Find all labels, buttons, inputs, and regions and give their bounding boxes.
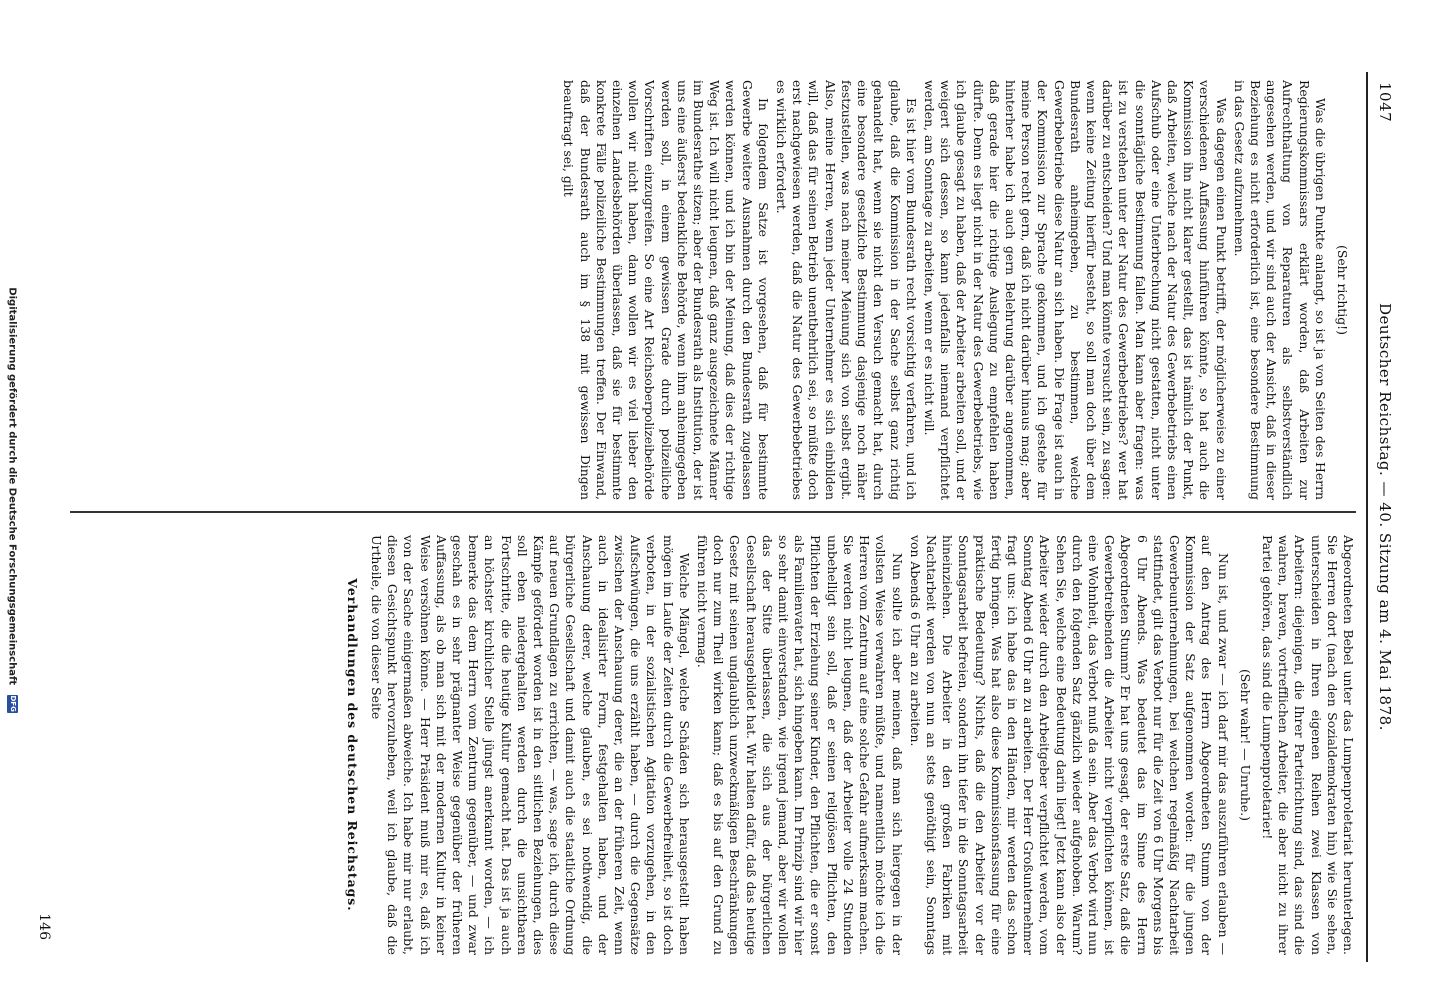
text-column-right <box>70 535 1356 955</box>
dfg-logo-icon: DFG <box>9 695 17 712</box>
paragraph: Was die übrigen Punkte anlangt, so ist ja von Seiten des Herrn Regierungskommissars erklärt worden, daß Arbeiten zur Aufrechthaltung von Reparaturen als selbstverständlich angesehen werden, und wir sind auch der Ansicht, daß in dieser Beziehung es nicht erforderlich ist, eine besondere Bestimmung in das Gesetz aufzunehmen. <box>1231 80 1328 500</box>
paragraph: In folgendem Satze ist vorgesehen, daß für bestimmte Gewerbe weitere Ausnahmen durch den Bundesrath zugelassen werden können, und ich bin der Meinung, daß dies der richtige Weg ist. Ich will nicht leugnen, daß ganz ausgezeichnete Männer im Bundesrathe sitzen; aber der Bundesrath als Institution, der ist uns eine äußerst bedenkliche Behörde, wenn ihm anheimgegeben werden soll, in einem gewissen Grade durch polizeiliche Vorschriften einzugreifen. So eine Art Reichsoberpolizeibehörde wollen wir nicht haben, dann wollen wir es viel lieber den einzelnen Landesbehörden überlassen, daß sie für bestimmte konkrete Fälle polizeiliche Bestimmungen treffen. Der Einwand, daß der Bundesrath auch im § 138 mit gewissen Dingen beauftragt sei, gilt <box>561 80 771 500</box>
paragraph: (Sehr richtig!) <box>1335 245 1350 335</box>
paragraph: (Sehr wahr! — Unruhe.) <box>1237 668 1253 822</box>
paragraph: Welche Mängel, welche Schäden sich herausgestellt haben mögen im Laufe der Zeiten durch die Gewerbefreiheit, so ist doch verboten, in der sozialistischen Agitation vorzugehen, in den Aufschwüngen, die uns erzählt haben, — durch die Gegensätze zwischen der Anschauung derer, die an der früheren Zeit, wenn auch in idealisirter Form, festgehalten haben, und der Anschauung derer, welche glauben, es sei nothwendig, die bürgerliche Gesellschaft und damit auch die staatliche Ordnung auf neuen Grundlagen zu errichten, — was, sage ich, durch diese Kämpfe gefördert worden ist in den sittlichen Beziehungen, dies soll eben niedergehalten werden durch die unsichtbaren Fortschritte, die die heutige Kultur gemacht hat. Das ist ja auch an höchster kirchlicher Stelle jüngst anerkannt worden, — ich bemerke das dem Herrn vom Zentrum gegenüber, — und zwar geschah es in sehr prägnanter Weise gegenüber der früheren Auffassung, als ob man sich mit der modernen Kultur in keiner Weise versöhnen könne. — Herr Präsident muß mir es, daß ich von der Sache einigermaßen abweiche. Ich habe mir nur erlaubt, diesen Gesichtspunkt hervorzuheben, weil ich glaube, daß die Urtheile, die von dieser Seite <box>369 535 692 955</box>
header-title: Deutscher Reichstag. — 40. Sitzung am 4. Mai 1878. <box>1376 303 1394 731</box>
paragraph: Es ist hier vom Bundesrath recht vorsichtig verfahren, und ich glaube, daß die Kommission in der Sache selbst ganz richtig gehandelt hat, wenn sie nicht den Versuch gemacht hat, durch eine besondere gesetzliche Bestimmung dasjenige noch näher festzustellen, was nach meiner Meinung sich von selbst ergibt. Also, meine Herren, wenn jeder Unternehmer es sich einbilden will, daß das für seinen Betrieb unentbehrlich sei, so müßte doch erst nachgewiesen werden, daß die Natur des Gewerbebetriebes es wirklich erfordert. <box>774 80 919 500</box>
paragraph: Nun sollte ich aber meinen, daß man sich hiergegen in der vollsten Weise verwahren müßte, und namentlich möchte ich die Herren vom Zentrum auf eine solche Gefahr aufmerksam machen. Sie werden nicht leugnen, daß der Arbeiter volle 24 Stunden unbehelligt sein soll, daß er seinen religiösen Pflichten, den Pflichten der Erziehung seiner Kinder, den Pflichten, die er sonst als Familienvater hat, sich hingeben kann. Im Prinzip sind wir hier so sehr damit einverstanden, wie irgend jemand, aber wir wollen das der Sitte überlassen, die sich aus der bürgerlichen Gesellschaft herausgebildet hat. Wir halten dafür, daß das heutige Gesetz mit seinen unglaublich unzweckmäßigen Beschränkungen doch nur zum Theil wirken kann; daß es bis auf den Grund zu führen nicht vermag. <box>695 535 905 955</box>
digitization-footer <box>2 0 18 1000</box>
signature-number: 146 <box>36 913 52 940</box>
page-number: 1047 <box>1376 82 1394 123</box>
publication-note: Verhandlungen des deutschen Reichstags. <box>344 578 360 912</box>
column-divider <box>70 511 1356 513</box>
paragraph: Was dagegen einen Punkt betrifft, der möglicherweise zu einer verschiedenen Auffassung hinführen könnte, so hat auch die Kommission ihn nicht klarer gestellt, das ist nämlich der Punkt, daß Arbeiten, welche nach der Natur des Gewerbebetriebs einen Aufschub oder eine Unterbrechung nicht gestatten, nicht unter die sonntägliche Bestimmung fallen. Man kann aber fragen: was ist zu verstehen unter der Natur des Gewerbebetriebes? wer hat darüber zu entscheiden? Und man könnte versucht sein, zu sagen: wenn keine Zeitung hierfür besteht, so soll man doch über dem Bundesrath anheimgeben, zu bestimmen, welche Gewerbebetriebe diese Natur an sich haben. Die Frage ist auch in der Kommission zur Sprache gekommen, und ich gestehe für meine Person recht gern, daß ich nicht darüber hinaus mag; aber hinterher habe ich auch gern Belehrung darüber angenommen, daß gerade hier die richtige Auslegung zu empfehlen haben dürfte. Denn es liegt nicht in der Natur des Gewerbebetriebs, wie ich glaube gesagt zu haben, daß der Arbeiter arbeiten soll, und er weigert sich dessen, so kann jedenfalls niemand verpflichtet werden, am Sonntage zu arbeiten, wenn er es nicht will. <box>921 80 1229 500</box>
paragraph: Nun ist, und zwar — ich darf mir das auszuführen erlauben — auf den Antrag des Herrn Abgeordneten Stumm von der Kommission der Satz aufgenommen worden: für die jungen Gewerbeunternehmungen, bei welchen regelmäßig Nachtarbeit stattfindet, gilt das Verbot nur für die Zeit von 6 Uhr Morgens bis 6 Uhr Abends. Was bedeutet das im Sinne des Herrn Abgeordneten Stumm? Er hat uns gesagt, der erste Satz, daß die Gewerbetreibenden die Arbeiter nicht verpflichten können, ist eine Wohnheit, das Verbot muß da sein. Aber das Verbot wird nun durch den folgenden Satz gänzlich wieder aufgehoben. Warum? Sehen Sie, welche eine Bedeutung darin liegt! Jetzt kann also der Arbeiter wieder durch den Arbeitgeber verpflichtet werden, vom Sonntag Abend 6 Uhr an zu arbeiten. Der Herr Großunternehmer fragt uns: ich habe das in den Händen, mir werden das schon fertig bringen. Was hat also diese Kommissionsfassung für eine praktische Bedeutung? Nichts, daß die den Arbeiter vor der Sonntagsarbeit befreien, sondern ihn tiefer in die Sonntagsarbeit hineinziehen. Die Arbeiter in den großen Fabriken mit Nachtarbeit werden von nun an stets genöthigt sein, Sonntags von Abends 6 Uhr an zu arbeiten. <box>907 535 1231 955</box>
paragraph: Abgeordneten Bebel unter das Lumpenproletariat herunterlegen. Sie Herren dort (nach den Sozialdemokraten hin) wie Sie sehen, unterscheiden in Ihren eigenen Reihen zwei Klassen von Arbeitern: diejenigen, die Ihrer Parteirichtung sind, das sind die wahren, braven, vortrefflichen Arbeiter, die aber nicht zu ihrer Partei gehören, das sind die Lumpenproletarier! <box>1259 535 1356 955</box>
page-header <box>1366 72 1396 962</box>
digitization-note: Digitalisierung gefördert durch die Deutsche Forschungsgemeinschaft <box>6 287 18 686</box>
text-column-left <box>70 80 1356 500</box>
